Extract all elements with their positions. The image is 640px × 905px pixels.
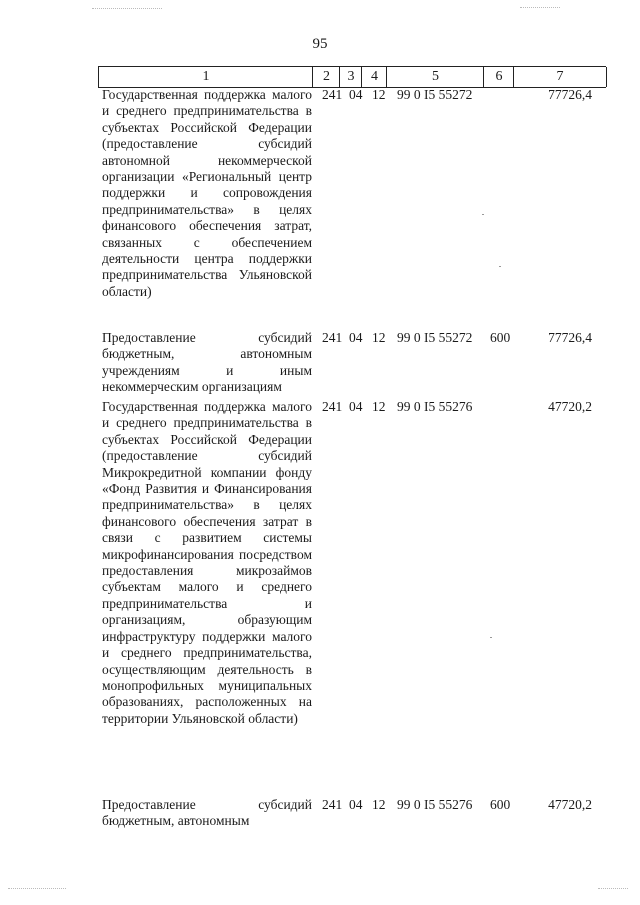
page-number: 95 [312,36,328,52]
row-4-section: 04 [349,797,363,812]
scan-artifact [8,888,66,890]
row-4-subsection: 12 [372,797,386,812]
row-4-name: Предоставление субсидий бюджетным, автономным [102,797,312,829]
row-3-section: 04 [349,399,363,414]
row-4-target: 99 0 I5 55276 [397,797,473,812]
scan-artifact [92,8,162,10]
row-4-grbs: 241 [322,797,343,812]
row-2-section: 04 [349,330,363,345]
row-3-target: 99 0 I5 55276 [397,399,473,414]
table-row [0,87,640,104]
row-2-subsection: 12 [372,330,386,345]
row-1-grbs: 241 [322,87,343,102]
row-1-target: 99 0 I5 55272 [397,87,473,102]
row-1-name: Государственная поддержка малого и среднего предпринимательства в субъектах Российской Федерации (предоставление субсидий автономной некоммерческой организации «Региональный центр поддержки и сопровождения предпринимательства» в целях финансового обеспечения затрат, связанных с обеспечением деятельности центра поддержки предпринимательства Ульяновской области) [102,87,312,299]
header-col-2: 2 [312,67,340,87]
row-2-expense-type: 600 [490,330,511,345]
table-header [98,66,606,88]
header-col-1: 1 [98,67,313,87]
row-2-name: Предоставление субсидий бюджетным, автономным учреждениям и иным некоммерческим организациям [102,330,312,395]
header-col-5: 5 [386,67,484,87]
row-3-amount: 47720,2 [548,399,592,414]
row-1-amount: 77726,4 [548,87,592,102]
row-2-grbs: 241 [322,330,343,345]
row-1-subsection: 12 [372,87,386,102]
row-4-amount: 47720,2 [548,797,592,812]
row-2-target: 99 0 I5 55272 [397,330,473,345]
table-row [0,797,640,814]
scan-artifact [598,888,628,890]
table-row [0,399,640,416]
row-1-section: 04 [349,87,363,102]
scan-speck [482,214,484,215]
header-col-4: 4 [361,67,387,87]
row-2-amount: 77726,4 [548,330,592,345]
header-col-3: 3 [339,67,362,87]
scan-speck [499,266,501,267]
table-row [0,330,640,347]
row-3-name: Государственная поддержка малого и среднего предпринимательства в субъектах Российской Федерации (предоставление субсидий Микрокредитной компании фонду «Фонд Развития и Финансирования предпринимательства» в целях финансового обеспечения затрат в связи с развитием системы микрофинансирования посредством предоставления микрозаймов субъектам малого и среднего предпринимательства и организациям, образующим инфраструктуру поддержки малого и среднего предпринимательства, осуществляющим деятельность в монопрофильных муниципальных образованиях, расположенных на территории Ульяновской области) [102,399,312,726]
header-col-6: 6 [483,67,514,87]
row-3-grbs: 241 [322,399,343,414]
header-col-7: 7 [513,67,607,87]
scan-artifact [520,7,560,9]
row-4-expense-type: 600 [490,797,511,812]
row-3-subsection: 12 [372,399,386,414]
scan-speck [490,637,492,638]
